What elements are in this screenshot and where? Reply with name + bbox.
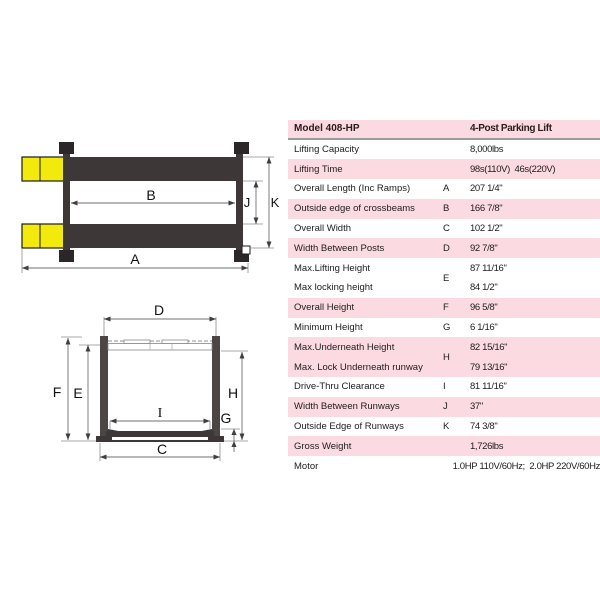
spec-table-header — [288, 120, 600, 140]
spec-label: Outside edge of crossbeams — [294, 203, 415, 215]
spec-row — [288, 179, 600, 199]
top-view-diagram — [14, 128, 282, 278]
spec-label: Lifting Time — [294, 163, 343, 175]
dim-label-D: D — [153, 302, 165, 318]
dim-label-B: B — [146, 187, 156, 203]
spec-label: Minimum Height — [294, 322, 363, 334]
spec-row — [288, 417, 600, 437]
spec-row — [288, 337, 600, 377]
dim-label-J: J — [243, 195, 251, 210]
dim-letter: E — [443, 272, 450, 284]
spec-value: 82 15/16" — [470, 341, 508, 353]
post-right — [212, 336, 220, 440]
dim-letter: A — [443, 183, 450, 195]
spec-label: Max locking height — [294, 282, 373, 294]
dim-letter: B — [443, 203, 450, 215]
spec-label: Lifting Capacity — [294, 143, 359, 155]
spec-row — [288, 159, 600, 179]
spec-row — [288, 318, 600, 338]
spec-row — [288, 377, 600, 397]
spec-value: 96 5/8" — [470, 302, 498, 314]
spec-table-rows — [288, 140, 600, 477]
header-letter-spacer — [443, 120, 470, 138]
product-name: 4-Post Parking Lift — [470, 123, 552, 135]
dim-label-F: F — [52, 384, 62, 400]
dim-label-E: E — [73, 385, 83, 401]
spec-label: Width Between Posts — [294, 242, 385, 254]
spec-label: Max.Underneath Height — [294, 341, 395, 353]
spec-label: Outside Edge of Runways — [294, 421, 404, 433]
spec-value: 84 1/2" — [470, 282, 498, 294]
post-top-right — [234, 142, 249, 154]
spec-value: 1,726lbs — [470, 440, 504, 452]
dim-letter: K — [443, 421, 450, 433]
dim-letter: H — [443, 351, 450, 363]
dim-label-C: C — [156, 441, 168, 457]
spec-value: 74 3/8" — [470, 421, 498, 433]
power-unit-box — [242, 246, 250, 254]
drive-up-ramps — [22, 157, 64, 248]
dim-letter: C — [443, 223, 450, 235]
dim-label-I: I — [157, 406, 163, 421]
dim-label-K: K — [270, 195, 280, 210]
spec-label: Max.Lifting Height — [294, 262, 371, 274]
crossbeam-left — [63, 148, 70, 256]
dim-letter — [443, 436, 470, 456]
dim-letter — [428, 456, 452, 476]
spec-value: 1.0HP 110V/60Hz; 2.0HP 220V/60Hz — [452, 460, 600, 472]
spec-label: Overall Length (Inc Ramps) — [294, 183, 411, 195]
dim-letter: F — [443, 302, 449, 314]
spec-label: Gross Weight — [294, 440, 352, 452]
spec-value: 6 1/16" — [470, 322, 498, 334]
spec-value: 207 1/4" — [470, 183, 503, 195]
spec-label: Drive-Thru Clearance — [294, 381, 385, 393]
dim-label-A: A — [130, 251, 140, 267]
spec-value: 79 13/16" — [470, 361, 508, 373]
ramp-bottom — [22, 224, 64, 248]
spec-row — [288, 140, 600, 160]
spec-value: 8,000lbs — [470, 143, 504, 155]
spec-row — [288, 238, 600, 258]
spec-table — [288, 120, 600, 476]
spec-label: Width Between Runways — [294, 401, 400, 413]
dim-letter: D — [443, 242, 450, 254]
dim-letter: J — [443, 401, 448, 413]
dim-letter — [443, 159, 470, 179]
spec-label: Max. Lock Underneath runway — [294, 361, 423, 373]
spec-row — [288, 397, 600, 417]
spec-value: 87 11/16" — [470, 262, 507, 274]
spec-row — [288, 456, 600, 476]
front-view-diagram — [35, 300, 270, 468]
spec-value: 166 7/8" — [470, 203, 503, 215]
spec-label: Motor — [294, 460, 319, 472]
spec-value: 37" — [470, 401, 483, 413]
runway-bottom — [70, 224, 240, 248]
spec-row — [288, 219, 600, 239]
spec-row — [288, 298, 600, 318]
spec-value: 92 7/8" — [470, 242, 498, 254]
spec-value: 98s(110V) 46s(220V) — [470, 163, 556, 175]
dim-letter: I — [443, 381, 446, 393]
lowered-runway — [106, 429, 214, 437]
spec-value: 102 1/2" — [470, 223, 503, 235]
model-name: Model 408-HP — [294, 123, 360, 135]
spec-row — [288, 199, 600, 219]
dim-letter: G — [443, 322, 451, 334]
post-top-left — [59, 142, 74, 154]
dim-letter — [443, 140, 470, 160]
dim-label-G: G — [220, 410, 232, 426]
spec-row — [288, 258, 600, 298]
spec-row — [288, 436, 600, 456]
post-bottom-left — [59, 250, 74, 262]
post-left — [100, 336, 108, 440]
runway-top — [70, 157, 240, 181]
spec-value: 81 11/16" — [470, 381, 507, 393]
ramp-top — [22, 157, 64, 181]
raised-runway — [108, 340, 212, 350]
spec-label: Overall Height — [294, 302, 355, 314]
dim-label-H: H — [227, 385, 239, 401]
spec-label: Overall Width — [294, 223, 352, 235]
